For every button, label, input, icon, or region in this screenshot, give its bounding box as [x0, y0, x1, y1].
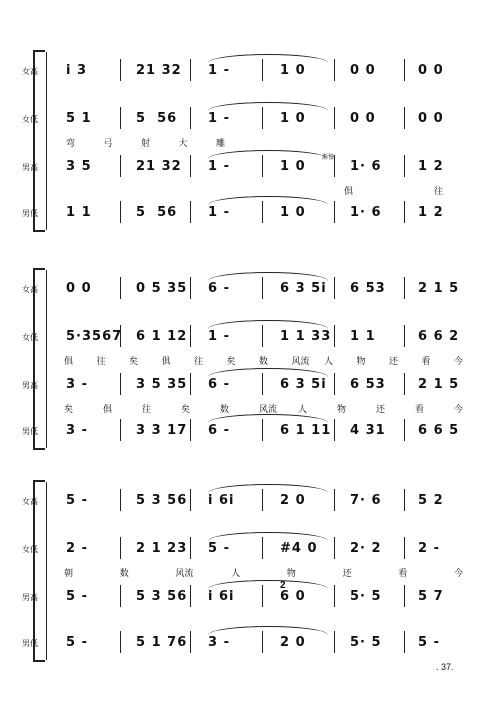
- measure: 5 1: [66, 111, 92, 126]
- upper-note: 2: [280, 580, 286, 591]
- measure: 1· 6: [350, 159, 382, 174]
- part-label: 男高: [22, 593, 38, 602]
- lyric-syllable: 看: [421, 356, 431, 366]
- lyric-syllable: 还: [342, 568, 352, 578]
- measure: 1 0: [280, 63, 306, 78]
- part-label: 女高: [22, 285, 38, 294]
- part-label: 女高: [22, 497, 38, 506]
- lyrics-row: [48, 354, 466, 366]
- part-label: 男低: [22, 427, 38, 436]
- lyric-syllable: 数: [220, 404, 230, 414]
- barline: [120, 489, 121, 511]
- measure: 6 -: [208, 281, 230, 296]
- lyric-syllable: 物: [286, 568, 296, 578]
- barline: [120, 59, 121, 81]
- lyric-syllable: 往: [96, 356, 106, 366]
- barline: [334, 631, 335, 653]
- lyric-syllable: 今: [454, 568, 464, 578]
- measure: 6 -: [208, 377, 230, 392]
- barline: [334, 277, 335, 299]
- lyric-syllable: 人: [324, 356, 334, 366]
- measure: 5 -: [418, 635, 440, 650]
- measure: 6 53: [350, 377, 386, 392]
- measure: 3 3 17: [136, 423, 188, 438]
- measure: 5 56: [136, 111, 178, 126]
- measure-row: [48, 540, 466, 558]
- lyric-syllable: 看: [398, 568, 408, 578]
- part-label: 女低: [22, 333, 38, 342]
- lyric-syllable: 弓: [103, 138, 113, 148]
- measure: i 3: [66, 63, 88, 78]
- system-brace: [33, 52, 45, 230]
- lyric-syllable: 物: [356, 356, 366, 366]
- barline: [190, 325, 191, 347]
- measure: 5· 5: [350, 589, 382, 604]
- measure-row: [48, 634, 466, 652]
- lyric-syllable: 数: [259, 356, 269, 366]
- measure: 1 -: [208, 159, 230, 174]
- barline: [190, 201, 191, 223]
- barline: [120, 537, 121, 559]
- lyric-syllable: 射: [141, 138, 151, 148]
- barline: [404, 59, 405, 81]
- measure: 0 0: [418, 63, 444, 78]
- measure-row: [48, 422, 466, 440]
- slur: [208, 102, 328, 111]
- barline: [190, 585, 191, 607]
- measure: 1 -: [208, 329, 230, 344]
- barline: [120, 585, 121, 607]
- barline: [120, 107, 121, 129]
- lyric-syllable: 风流: [291, 356, 310, 366]
- barline: [404, 325, 405, 347]
- measure: 0 0: [418, 111, 444, 126]
- measure: 1 0: [280, 205, 306, 220]
- part-label: 女低: [22, 115, 38, 124]
- measure: 5 3 56: [136, 493, 188, 508]
- measure: 6 0: [280, 589, 306, 604]
- barline: [404, 419, 405, 441]
- lyrics-row: [48, 184, 466, 196]
- measure: 5·3567: [66, 329, 123, 344]
- barline: [404, 631, 405, 653]
- measure-row: [48, 376, 466, 394]
- barline: [334, 201, 335, 223]
- barline: [190, 489, 191, 511]
- measure: 4 31: [350, 423, 386, 438]
- barline: [120, 201, 121, 223]
- measure: 1 -: [208, 63, 230, 78]
- lyric-syllable: 人: [298, 404, 308, 414]
- barline: [334, 489, 335, 511]
- barline: [334, 419, 335, 441]
- lyric-syllable: 往: [434, 186, 444, 196]
- measure: 0 5 35: [136, 281, 188, 296]
- lyrics-row: [48, 566, 466, 578]
- tempo-annotation: 渐慢: [322, 155, 335, 161]
- measure: 5 3 56: [136, 589, 188, 604]
- barline: [404, 155, 405, 177]
- barline: [334, 325, 335, 347]
- measure-row: [48, 588, 466, 606]
- measure: 1 1 33: [280, 329, 332, 344]
- measure: 5· 5: [350, 635, 382, 650]
- measure: #4 0: [280, 541, 318, 556]
- slur: [208, 150, 328, 159]
- lyric-syllable: 还: [389, 356, 399, 366]
- lyric-syllable: 数: [119, 568, 129, 578]
- barline: [404, 373, 405, 395]
- barline: [190, 537, 191, 559]
- measure: 6 3 5i: [280, 377, 327, 392]
- slur: [208, 320, 328, 329]
- slur: [208, 532, 328, 541]
- measure: 1· 6: [350, 205, 382, 220]
- measure: 3 -: [66, 423, 88, 438]
- measure: 2 0: [280, 635, 306, 650]
- measure: 2 0: [280, 493, 306, 508]
- measure-row: [48, 110, 466, 128]
- measure: 1 0: [280, 111, 306, 126]
- system-left-barline: [46, 270, 47, 448]
- barline: [120, 419, 121, 441]
- barline: [190, 419, 191, 441]
- lyrics-row: [48, 402, 466, 414]
- barline: [404, 537, 405, 559]
- lyric-syllable: 还: [376, 404, 386, 414]
- measure: 6 1 12: [136, 329, 188, 344]
- lyric-syllable: 大: [178, 138, 188, 148]
- measure: 2 -: [66, 541, 88, 556]
- barline: [120, 631, 121, 653]
- barline: [334, 585, 335, 607]
- barline: [190, 59, 191, 81]
- measure: 3 5: [66, 159, 92, 174]
- system-brace: [33, 482, 45, 660]
- measure: 0 0: [66, 281, 92, 296]
- measure: 1 -: [208, 111, 230, 126]
- measure: 6 3 5i: [280, 281, 327, 296]
- lyric-syllable: 往: [194, 356, 204, 366]
- measure: 6 6 5: [418, 423, 460, 438]
- measure-row: [48, 158, 466, 176]
- measure: 1 2: [418, 205, 444, 220]
- measure: 21 32: [136, 159, 182, 174]
- slur: [208, 414, 328, 423]
- lyric-syllable: 俱: [103, 404, 113, 414]
- measure: 1 1: [66, 205, 92, 220]
- measure: 3 -: [66, 377, 88, 392]
- measure: 6 53: [350, 281, 386, 296]
- measure: 5 -: [208, 541, 230, 556]
- measure: 21 32: [136, 63, 182, 78]
- lyric-syllable: 今: [454, 404, 464, 414]
- measure-row: [48, 204, 466, 222]
- lyric-syllable: 矣: [226, 356, 236, 366]
- barline: [120, 325, 121, 347]
- measure-row: [48, 492, 466, 510]
- barline: [334, 373, 335, 395]
- measure: 6 6 2: [418, 329, 460, 344]
- measure: 5 7: [418, 589, 444, 604]
- part-label: 男高: [22, 381, 38, 390]
- lyric-syllable: 矣: [129, 356, 139, 366]
- lyric-syllable: 朝: [64, 568, 74, 578]
- slur: [208, 272, 328, 281]
- measure: 1 0: [280, 159, 306, 174]
- part-label: 女高: [22, 67, 38, 76]
- barline: [334, 155, 335, 177]
- measure: 3 -: [208, 635, 230, 650]
- part-label: 男高: [22, 163, 38, 172]
- barline: [404, 277, 405, 299]
- barline: [120, 373, 121, 395]
- measure-row: [48, 280, 466, 298]
- lyric-syllable: 风流: [175, 568, 194, 578]
- measure: 6 1 11: [280, 423, 332, 438]
- barline: [190, 155, 191, 177]
- lyric-syllable: 物: [337, 404, 347, 414]
- part-label: 男低: [22, 209, 38, 218]
- measure: 2 1 5: [418, 281, 460, 296]
- lyric-syllable: 今: [454, 356, 464, 366]
- part-label: 男低: [22, 639, 38, 648]
- measure: 3 5 35: [136, 377, 188, 392]
- measure: 1 -: [208, 205, 230, 220]
- lyric-syllable: 俱: [64, 356, 74, 366]
- barline: [190, 631, 191, 653]
- measure-row: [48, 328, 466, 346]
- barline: [190, 107, 191, 129]
- slur: [208, 580, 328, 589]
- barline: [334, 107, 335, 129]
- measure: 2 -: [418, 541, 440, 556]
- measure: 5 1 76: [136, 635, 188, 650]
- barline: [334, 59, 335, 81]
- measure: 0 0: [350, 63, 376, 78]
- system-brace: [33, 270, 45, 448]
- lyric-syllable: 往: [142, 404, 152, 414]
- measure: 1 1: [350, 329, 376, 344]
- measure: 2 1 5: [418, 377, 460, 392]
- lyric-syllable: 矣: [64, 404, 74, 414]
- lyric-syllable: 看: [415, 404, 425, 414]
- barline: [190, 277, 191, 299]
- page-number: . 37.: [436, 662, 454, 672]
- barline: [120, 155, 121, 177]
- measure: 5 56: [136, 205, 178, 220]
- barline: [404, 489, 405, 511]
- lyric-syllable: 俱: [161, 356, 171, 366]
- measure: i 6i: [208, 589, 235, 604]
- barline: [120, 277, 121, 299]
- lyric-syllable: 雕: [216, 138, 226, 148]
- measure: 0 0: [350, 111, 376, 126]
- lyric-syllable: 矣: [181, 404, 191, 414]
- system-left-barline: [46, 52, 47, 230]
- slur: [208, 626, 328, 635]
- measure: 5 2: [418, 493, 444, 508]
- measure: 6 -: [208, 423, 230, 438]
- lyric-syllable: 俱: [344, 186, 354, 196]
- barline: [404, 201, 405, 223]
- measure: 2· 2: [350, 541, 382, 556]
- measure: 5 -: [66, 589, 88, 604]
- lyrics-row: [48, 136, 466, 148]
- slur: [208, 196, 328, 205]
- slur: [208, 484, 328, 493]
- barline: [334, 537, 335, 559]
- lyric-syllable: 人: [231, 568, 241, 578]
- lyric-syllable: 弯: [66, 138, 76, 148]
- measure: 7· 6: [350, 493, 382, 508]
- slur: [208, 368, 328, 377]
- slur: [208, 54, 328, 63]
- measure: 5 -: [66, 635, 88, 650]
- barline: [404, 107, 405, 129]
- system-left-barline: [46, 482, 47, 660]
- measure-row: [48, 62, 466, 80]
- measure: 5 -: [66, 493, 88, 508]
- barline: [190, 373, 191, 395]
- measure: 2 1 23: [136, 541, 188, 556]
- measure: 1 2: [418, 159, 444, 174]
- part-label: 女低: [22, 545, 38, 554]
- barline: [404, 585, 405, 607]
- lyric-syllable: 风流: [259, 404, 278, 414]
- measure: i 6i: [208, 493, 235, 508]
